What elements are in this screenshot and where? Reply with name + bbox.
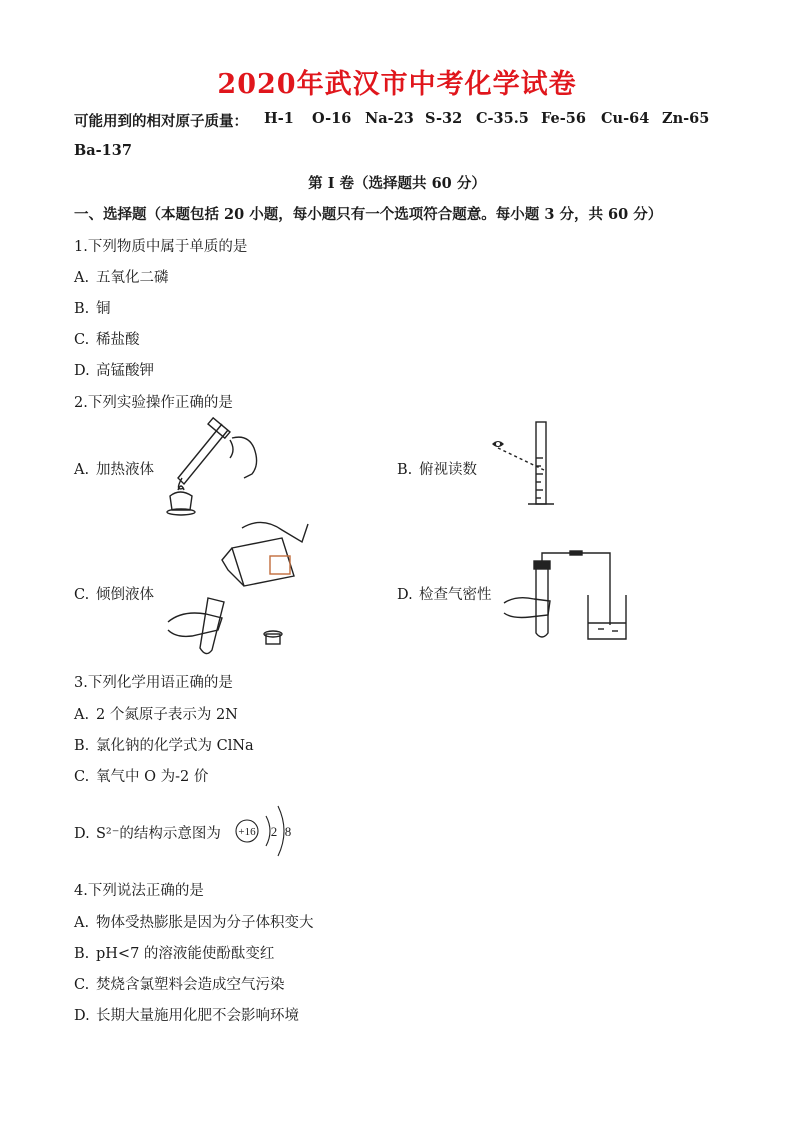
- question-2-option-a: A. 加热液体: [74, 462, 154, 478]
- question-2-stem: 2.下列实验操作正确的是: [74, 395, 233, 411]
- cylinder-reading-illustration: [488, 418, 568, 513]
- shell-2-electrons: 8: [284, 824, 292, 839]
- atomic-mass-label: 可能用到的相对原子质量：: [74, 113, 248, 130]
- atomic-mass-ba: Ba-137: [74, 142, 132, 159]
- question-4-option-d: D. 长期大量施用化肥不会影响环境: [74, 1008, 299, 1024]
- shell-1-electrons: 2: [270, 824, 278, 839]
- question-4-option-c: C. 焚烧含氯塑料会造成空气污染: [74, 977, 285, 993]
- part-one-heading: 一、选择题（本题包括 20 小题，每小题只有一个选项符合题意。每小题 3 分，共 60 分）: [74, 206, 663, 223]
- question-1-option-c: C. 稀盐酸: [74, 332, 140, 348]
- page-title: 2020年武汉市中考化学试卷: [217, 69, 577, 100]
- atomic-mass-na: Na-23: [365, 110, 414, 127]
- atomic-mass-zn: Zn-65: [662, 110, 710, 127]
- section-title: 第 I 卷（选择题共 60 分）: [308, 175, 486, 192]
- atomic-mass-cu: Cu-64: [601, 110, 650, 127]
- question-1-option-b: B. 铜: [74, 301, 111, 317]
- question-4-option-b: B. pH<7 的溶液能使酚酞变红: [74, 946, 275, 962]
- airtightness-illustration: [500, 545, 635, 645]
- atomic-mass-fe: Fe-56: [541, 110, 586, 127]
- question-3-option-b: B. 氯化钠的化学式为 ClNa: [74, 738, 254, 754]
- question-3-option-c: C. 氧气中 O 为-2 价: [74, 769, 209, 785]
- sulfur-ion-structure-diagram: [232, 798, 292, 864]
- question-1-option-d: D. 高锰酸钾: [74, 363, 154, 379]
- question-2-option-c: C. 倾倒液体: [74, 587, 154, 603]
- question-3-option-a: A. 2 个氮原子表示为 2N: [74, 707, 238, 723]
- atomic-mass-o: O-16: [312, 110, 352, 127]
- heating-liquid-illustration: [160, 418, 270, 518]
- question-2-option-b: B. 俯视读数: [397, 462, 477, 478]
- question-3-stem: 3.下列化学用语正确的是: [74, 675, 233, 691]
- atomic-mass-h: H-1: [264, 110, 294, 127]
- question-3-option-d: D. S²⁻的结构示意图为: [74, 826, 221, 842]
- question-1-option-a: A. 五氧化二磷: [74, 270, 169, 286]
- question-2-option-d: D. 检查气密性: [397, 587, 492, 603]
- question-4-stem: 4.下列说法正确的是: [74, 883, 204, 899]
- question-4-option-a: A. 物体受热膨胀是因为分子体积变大: [74, 915, 314, 931]
- atomic-mass-s: S-32: [425, 110, 463, 127]
- atomic-mass-c: C-35.5: [476, 110, 529, 127]
- nucleus-charge: +16: [238, 826, 256, 838]
- pouring-liquid-illustration: [162, 518, 312, 658]
- question-1-stem: 1.下列物质中属于单质的是: [74, 239, 248, 255]
